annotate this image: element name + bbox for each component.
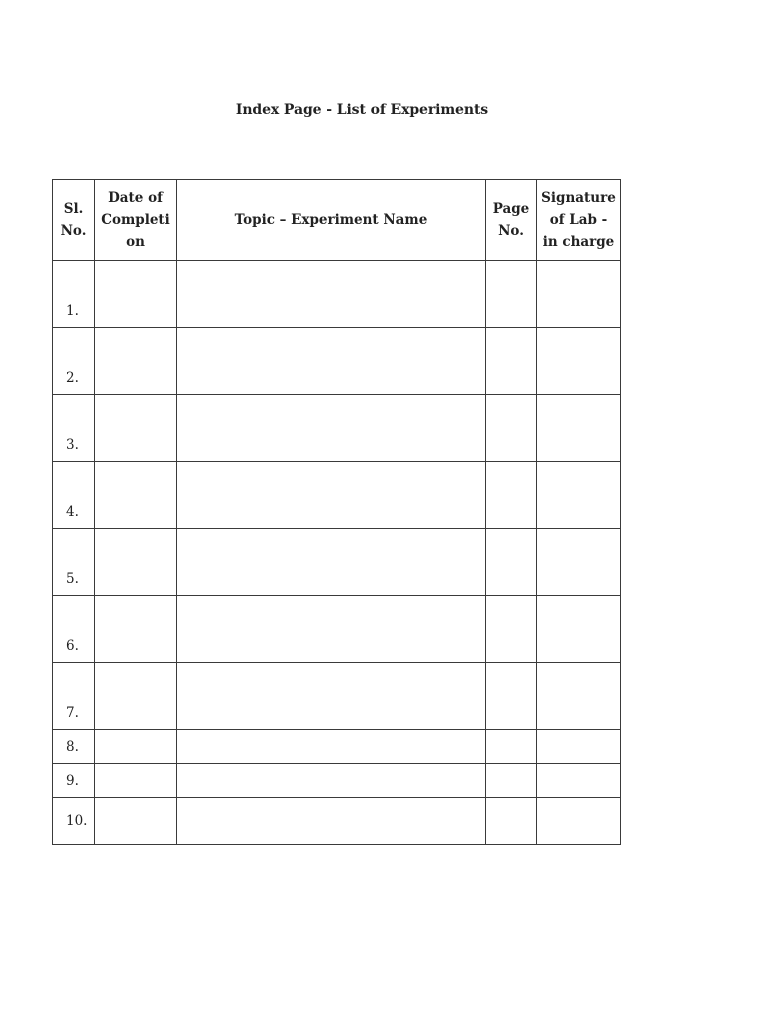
date-cell — [95, 663, 177, 730]
topic-cell — [177, 462, 486, 529]
signature-cell — [537, 596, 621, 663]
topic-cell — [177, 261, 486, 328]
page-title: Index Page - List of Experiments — [235, 102, 489, 118]
table-row — [53, 462, 621, 529]
signature-cell — [537, 764, 621, 798]
topic-cell — [177, 596, 486, 663]
topic-cell — [177, 798, 486, 845]
date-cell — [95, 764, 177, 798]
signature-cell — [537, 261, 621, 328]
header-date-of-completion — [95, 180, 177, 261]
signature-cell — [537, 529, 621, 596]
signature-cell — [537, 730, 621, 764]
header-line: No. — [60, 223, 87, 239]
header-line: Signature — [541, 190, 616, 206]
sl-no-cell: 6. — [53, 596, 95, 663]
header-topic — [177, 180, 486, 261]
topic-cell — [177, 730, 486, 764]
table-row — [53, 261, 621, 328]
page-no-cell — [486, 529, 537, 596]
page-no-cell — [486, 596, 537, 663]
date-cell — [95, 395, 177, 462]
header-line: Completi — [101, 212, 170, 228]
page-no-cell — [486, 764, 537, 798]
sl-no-cell: 5. — [53, 529, 95, 596]
header-signature — [537, 180, 621, 261]
signature-cell — [537, 328, 621, 395]
sl-no-cell: 3. — [53, 395, 95, 462]
signature-cell — [537, 462, 621, 529]
header-line: Page — [492, 201, 530, 217]
date-cell — [95, 261, 177, 328]
date-cell — [95, 798, 177, 845]
signature-cell — [537, 663, 621, 730]
page-no-cell — [486, 798, 537, 845]
table-row — [53, 529, 621, 596]
page-no-cell — [486, 395, 537, 462]
sl-no-cell: 2. — [53, 328, 95, 395]
header-line: Sl. — [63, 201, 84, 217]
sl-no-cell: 1. — [53, 261, 95, 328]
table-row — [53, 395, 621, 462]
signature-cell — [537, 798, 621, 845]
header-sl-no — [53, 180, 95, 261]
sl-no-cell: 9. — [53, 764, 95, 798]
table-row — [53, 328, 621, 395]
table-row — [53, 663, 621, 730]
date-cell — [95, 596, 177, 663]
header-line: on — [126, 234, 145, 250]
sl-no-cell: 7. — [53, 663, 95, 730]
table-row — [53, 764, 621, 798]
page-no-cell — [486, 261, 537, 328]
signature-cell — [537, 395, 621, 462]
table-row — [53, 798, 621, 845]
sl-no-cell: 10. — [53, 798, 95, 845]
date-cell — [95, 328, 177, 395]
header-line: in charge — [542, 234, 615, 250]
table-row — [53, 596, 621, 663]
experiments-index-table — [52, 179, 621, 845]
topic-cell — [177, 395, 486, 462]
date-cell — [95, 529, 177, 596]
page-no-cell — [486, 663, 537, 730]
header-line: of Lab - — [549, 212, 608, 228]
table-header-row — [53, 180, 621, 261]
topic-cell — [177, 529, 486, 596]
header-line: Topic – Experiment Name — [234, 212, 428, 228]
header-line: Date of — [108, 190, 163, 206]
header-page-no — [486, 180, 537, 261]
sl-no-cell: 8. — [53, 730, 95, 764]
table-row — [53, 730, 621, 764]
topic-cell — [177, 764, 486, 798]
page-no-cell — [486, 730, 537, 764]
page-no-cell — [486, 462, 537, 529]
topic-cell — [177, 663, 486, 730]
topic-cell — [177, 328, 486, 395]
header-line: No. — [498, 223, 524, 239]
sl-no-cell: 4. — [53, 462, 95, 529]
date-cell — [95, 730, 177, 764]
page-no-cell — [486, 328, 537, 395]
date-cell — [95, 462, 177, 529]
